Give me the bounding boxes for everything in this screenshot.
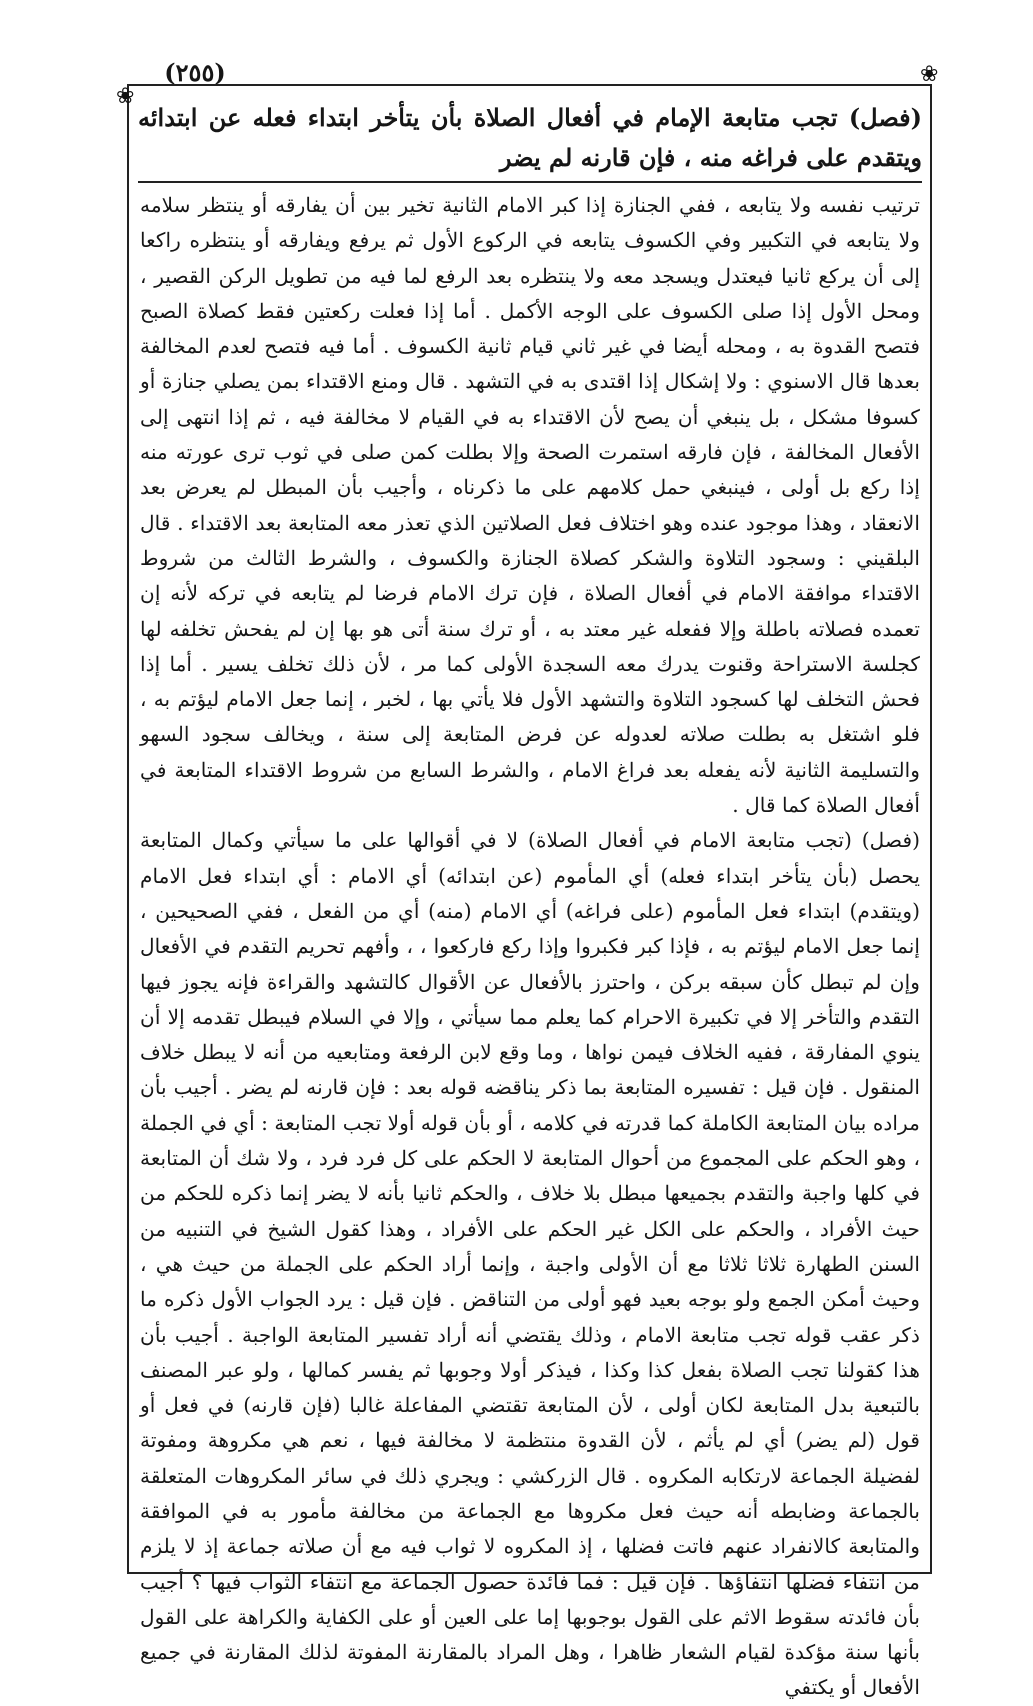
sharh-paragraph-2: (فصل) (تجب متابعة الامام في أفعال الصلاة) لا في أقوالها على ما سيأتي وكمال المتابعة يحصل (بأن يتأخر ابتداء فعله) أي المأموم (عن ابتدائه) أي الامام : أي ابتداء فعل الامام (ويتقدم) ابتداء فعل المأموم (على فراغه) أي الامام (منه) أي من الفعل ، ففي الصحيحين ، إنما جعل الامام ليؤتم به ، فإذا كبر فكبروا وإذا ركع فاركعوا ، ، وأفهم تحريم التقدم في الأفعال وإن لم تبطل كأن سبقه بركن ، واحترز بالأفعال عن الأقوال كالتشهد والقراءة فإنه يجوز فيها التقدم والتأخر إلا في تكبيرة الاحرام كما يعلم مما سيأتي ، وإلا في السلام فيبطل تقدمه إلا أن ينوي المفارقة ، ففيه الخلاف فيمن نواها ، وما وقع لابن الرفعة ومتابعيه من أنه لا يبطل خلاف المنقول . فإن قيل : تفسيره المتابعة بما ذكر يناقضه قوله بعد : فإن قارنه لم يضر . أجيب بأن مراده بيان المتابعة الكاملة كما قدرته في كلامه ، أو بأن قوله أولا تجب المتابعة : أي في الجملة ، وهو الحكم على المجموع من أحوال المتابعة لا الحكم على كل فرد فرد ، ولا شك أن المتابعة في كلها واجبة والتقدم بجميعها مبطل بلا خلاف ، والحكم ثانيا بأنه لا يضر إنما ذكره للحكم من حيث الأفراد ، والحكم على الكل غير الحكم على الأفراد ، وهذا كقول الشيخ في التنبيه من السنن الطهارة ثلاثا ثلاثا مع أن الأولى واجبة ، وإنما أراد الحكم على الجملة من حيث هي ، وحيث أمكن الجمع ولو بوجه بعيد فهو أولى من التناقض . فإن قيل : يرد الجواب الأول ذكره ما ذكر عقب قوله تجب متابعة الامام ، وذلك يقتضي أنه أراد تفسير المتابعة الواجبة . أجيب بأن هذا كقولنا تجب الصلاة بفعل كذا وكذا ، فيذكر أولا وجوبها ثم يفسر كمالها ، ولو عبر المصنف بالتبعية بدل المتابعة لكان أولى ، لأن المتابعة تقتضي المفاعلة غالبا (فإن قارنه) في فعل أو قول (لم يضر) أي لم يأثم ، لأن القدوة منتظمة لا مخالفة فيها ، نعم هي مكروهة ومفوتة لفضيلة الجماعة لارتكابه المكروه . قال الزركشي : ويجري ذلك في سائر المكروهات المتعلقة بالجماعة وضابطه أنه حيث فعل مكروها مع الجماعة من مخالفة مأمور به في الموافقة والمتابعة كالانفراد عنهم فاتت فضلها ، إذ المكروه لا ثواب فيه مع أن صلاته جماعة إذ لا يلزم من انتفاء فضلها انتفاؤها . فإن قيل : فما فائدة حصول الجماعة مع انتفاء الثواب فيها ؟ أجيب بأن فائدته سقوط الاثم على القول بوجوبها إما على العين أو على الكفاية والكراهة على القول بأنها سنة مؤكدة لقيام الشعار ظاهرا ، وهل المراد بالمقارنة المفوتة لذلك المقارنة في جميع الأفعال أو يكتفي xyxy=(140,828,920,1700)
sharh-paragraph-1: ترتيب نفسه ولا يتابعه ، ففي الجنازة إذا كبر الامام الثانية تخير بين أن يفارقه أو ينتظر سلامه ولا يتابعه في التكبير وفي الكسوف يتابعه في الركوع الأول ثم يرفع ويفارقه أو ينتظره راكعا إلى أن يركع ثانيا فيعتدل ويسجد معه ولا ينتظره بعد الرفع لما فيه من تطويل الركن القصير ، ومحل الأول إذا صلى الكسوف على الوجه الأكمل . أما إذا فعلت ركعتين فقط كصلاة الصبح فتصح القدوة به ، ومحله أيضا في غير ثاني قيام ثانية الكسوف . أما فيه فتصح لعدم المخالفة بعدها قال الاسنوي : ولا إشكال إذا اقتدى به في التشهد . قال ومنع الاقتداء بمن يصلي جنازة أو كسوفا مشكل ، بل ينبغي أن يصح لأن الاقتداء به في القيام لا مخالفة فيه ، ثم إذا انتهى إلى الأفعال المخالفة ، فإن فارقه استمرت الصحة وإلا بطلت كمن صلى في ثوب ترى عورته منه إذا ركع بل أولى ، فينبغي حمل كلامهم على ما ذكرناه ، وأجيب بأن المبطل لم يعرض بعد الانعقاد ، وهذا موجود عنده وهو اختلاف فعل الصلاتين الذي تعذر معه المتابعة بعد الاقتداء . قال البلقيني : وسجود التلاوة والشكر كصلاة الجنازة والكسوف ، والشرط الثالث من شروط الاقتداء موافقة الامام في أفعال الصلاة ، فإن ترك الامام فرضا لم يتابعه في تركه لأنه إن تعمده فصلاته باطلة وإلا ففعله غير معتد به ، أو ترك سنة أتى هو بها إن لم يفحش تخلفه لها كجلسة الاستراحة وقنوت يدرك معه السجدة الأولى كما مر ، لأن ذلك تخلف يسير . أما إذا فحش التخلف لها كسجود التلاوة والتشهد الأول فلا يأتي بها ، لخبر ، إنما جعل الامام ليؤتم به ، فلو اشتغل به بطلت صلاته لعدوله عن فرض المتابعة إلى سنة ، ويخالف سجود السهو والتسليمة الثانية لأنه يفعله بعد فراغ الامام ، والشرط السابع من شروط الاقتداء المتابعة في أفعال الصلاة كما قال . xyxy=(140,193,920,818)
matn-text: (فصل) تجب متابعة الإمام في أفعال الصلاة بأن يتأخر ابتداء فعله عن ابتدائه ويتقدم على فراغه منه ، فإن قارنه لم يضر xyxy=(138,103,922,172)
page-number: (٢٥٥) xyxy=(164,58,226,87)
sharh-commentary xyxy=(140,188,920,1700)
ornament-top-left-icon: ❀ xyxy=(116,84,135,109)
ornament-top-right-icon: ❀ xyxy=(920,62,939,87)
matn-divider xyxy=(138,181,922,183)
